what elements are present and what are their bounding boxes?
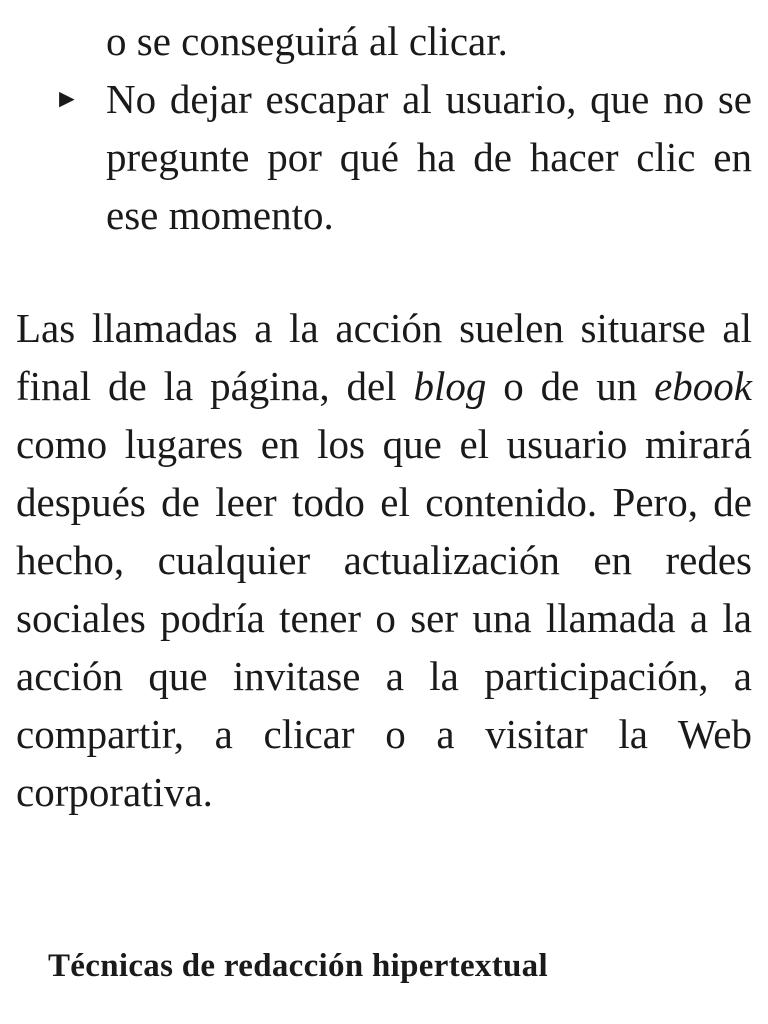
paragraph-text-2: o de un: [486, 363, 655, 409]
bullet-text: No dejar escapar al usuario, que no se pregunte por qué ha de hacer clic en ese momento.: [106, 76, 752, 238]
triangle-right-icon: ►: [54, 84, 80, 113]
running-footer-title: Técnicas de redacción hipertextual: [48, 948, 548, 984]
document-page: [16, 0, 752, 1024]
paragraph-italic-blog: blog: [413, 363, 487, 409]
paragraph-text-1: Las llamadas a la acción suelen situarse al final de la página, del: [16, 305, 752, 409]
continuation-line: o se conseguirá al clicar.: [106, 18, 508, 64]
bullet-item: [16, 70, 752, 244]
paragraph-italic-ebook: ebook: [654, 363, 753, 409]
paragraph-text-3: como lugares en los que el usuario mirará después de leer todo el contenido. Pero, de hecho, cualquier actualización en redes sociales podría tener o ser una llamada a la acción que invitase a la participación, a compartir, a clicar o a visitar la Web corporativa.: [16, 421, 752, 815]
body-paragraph: [16, 299, 752, 821]
